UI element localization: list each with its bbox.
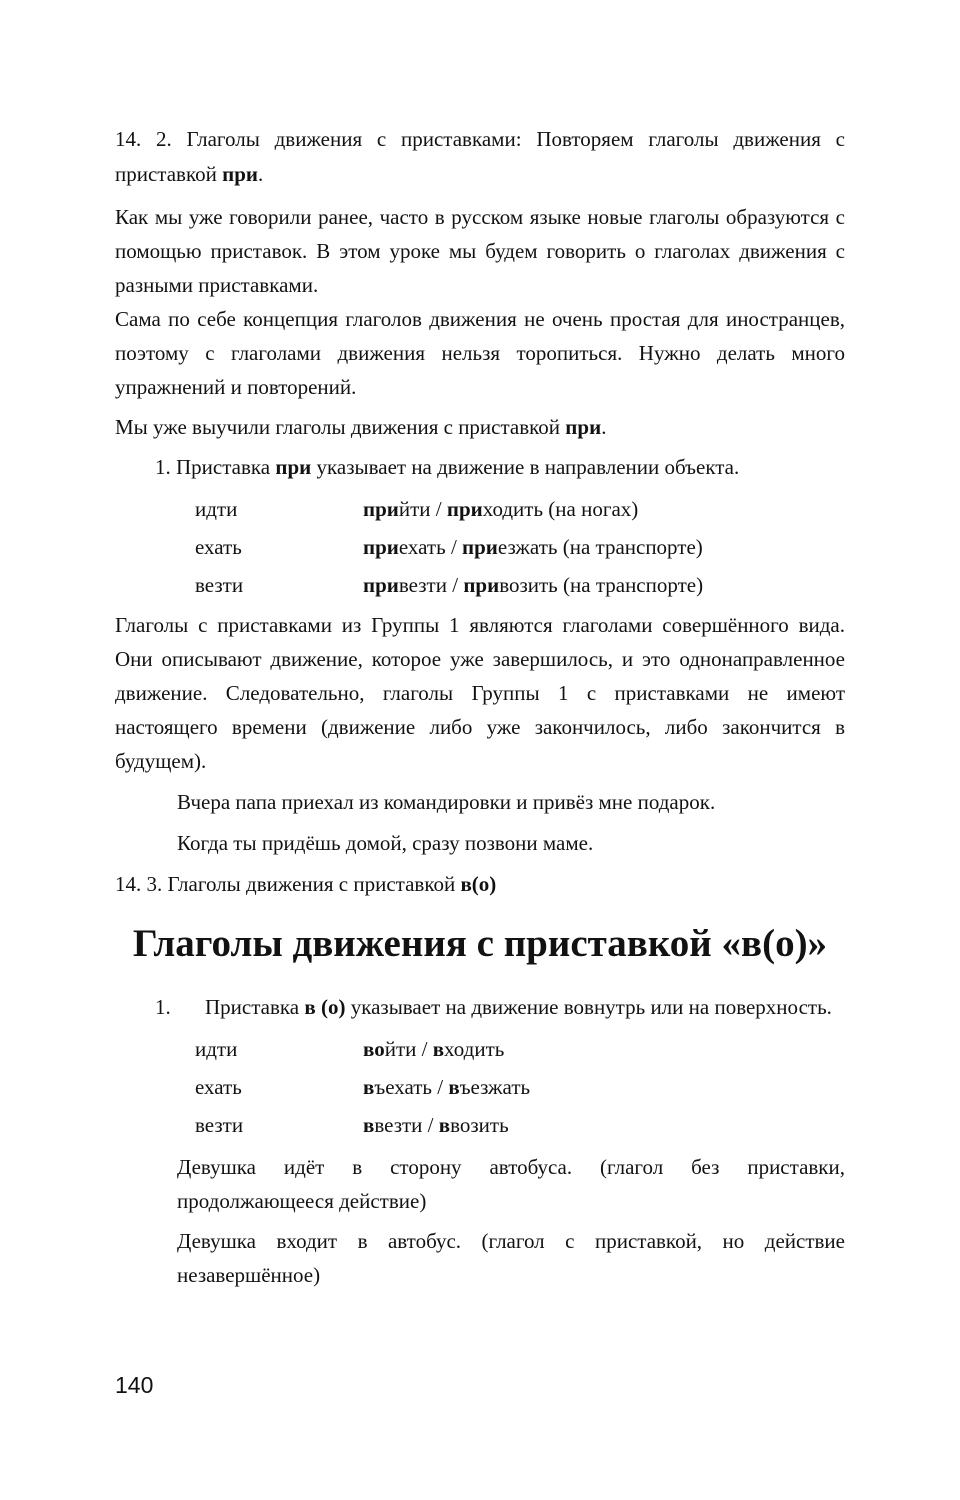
verb-table-row xyxy=(115,566,845,604)
prefix-run: во xyxy=(363,1037,385,1061)
prefixed-forms xyxy=(363,1106,509,1144)
prefix-run: при xyxy=(363,573,399,597)
text-run: Приставка xyxy=(205,995,305,1019)
text-run: ходить xyxy=(444,1037,505,1061)
text-run: ъезжать xyxy=(459,1075,531,1099)
text-run: 14. 2. Глаголы движения с приставками: Повторяем глаголы движения с приставкой xyxy=(115,127,845,186)
text-run: возить (на транспорте) xyxy=(499,573,704,597)
paragraph-intro-2: Сама по себе концепция глаголов движения не очень простая для иностранцев, поэтому с глаголами движения нельзя торопиться. Нужно делать много упражнений и повторений. xyxy=(115,307,845,399)
prefixed-forms xyxy=(363,566,703,604)
section-title-14-3 xyxy=(115,867,845,902)
verb-table-row xyxy=(115,1030,845,1068)
text-run: 14. 3. Глаголы движения с приставкой xyxy=(115,872,461,896)
prefix-run: при xyxy=(363,535,399,559)
text-run: . xyxy=(601,415,607,439)
text-run-bold: при xyxy=(565,415,602,439)
paragraph-intro-1: Как мы уже говорили ранее, часто в русском языке новые глаголы образуются с помощью приставок. В этом уроке мы будем говорить о глаголах движения с разными приставками. xyxy=(115,205,845,297)
prefix-run: при xyxy=(363,497,399,521)
base-verb: везти xyxy=(195,1113,244,1137)
text-run: указывает на движение вовнутрь или на поверхность. xyxy=(345,995,832,1019)
text-run: езжать (на транспорте) xyxy=(497,535,703,559)
prefix-run: в xyxy=(432,1037,445,1061)
verb-table-row xyxy=(115,1068,845,1106)
text-run: 1. Приставка xyxy=(155,455,276,479)
example-sentence: Вчера папа приехал из командировки и привёз мне подарок. xyxy=(177,790,716,814)
prefixed-forms xyxy=(363,490,638,528)
page-content xyxy=(115,122,845,1292)
text-run: везти / xyxy=(398,573,464,597)
text-run: Мы уже выучили глаголы движения с приставкой xyxy=(115,415,566,439)
text-run: йти / xyxy=(384,1037,433,1061)
section-title-14-2 xyxy=(115,122,845,192)
prefixed-forms xyxy=(363,1068,530,1106)
example-sentence: Девушка идёт в сторону автобуса. (глагол без приставки, продолжающееся действие) xyxy=(177,1155,845,1213)
prefix-run: при xyxy=(462,535,498,559)
prefixed-forms xyxy=(363,528,703,566)
text-run-bold: при xyxy=(275,455,312,479)
text-run: указывает на движение в направлении объекта. xyxy=(311,455,740,479)
rule-item-pri xyxy=(115,450,845,484)
paragraph-learned-pri xyxy=(115,410,845,444)
page-number: 140 xyxy=(115,1372,154,1398)
base-verb: идти xyxy=(195,497,238,521)
base-verb: ехать xyxy=(195,535,242,559)
text-run-bold: в(о) xyxy=(460,872,497,896)
prefix-run: при xyxy=(446,497,483,521)
example-sentence: Девушка входит в автобус. (глагол с приставкой, но действие незавершённое) xyxy=(177,1229,845,1287)
text-run-bold: при xyxy=(222,162,258,186)
chapter-heading-vo: Глаголы движения с приставкой «в(о)» xyxy=(132,922,828,965)
base-verb: идти xyxy=(195,1037,238,1061)
prefix-run: в xyxy=(363,1075,375,1099)
prefix-run: при xyxy=(463,573,500,597)
base-verb: ехать xyxy=(195,1075,242,1099)
text-run: ехать / xyxy=(398,535,463,559)
verb-table-row xyxy=(115,490,845,528)
list-number: 1. xyxy=(155,995,171,1019)
prefix-run: в xyxy=(438,1113,451,1137)
text-run: . xyxy=(257,162,264,186)
text-run: ъехать / xyxy=(374,1075,449,1099)
base-verb: везти xyxy=(195,573,244,597)
prefix-run: в xyxy=(448,1075,460,1099)
paragraph-group1-explanation: Глаголы с приставками из Группы 1 являются глаголами совершённого вида. Они описывают движение, которое уже завершилось, и это однонаправленное движение. Следовательно, глаголы Группы 1 с приставками не имеют настоящего времени (движение либо уже закончилось, либо закончится в будущем). xyxy=(115,613,845,773)
rule-item-vo-text xyxy=(205,990,845,1024)
verb-table-row xyxy=(115,1106,845,1144)
prefixed-forms xyxy=(363,1030,504,1068)
example-sentence: Когда ты придёшь домой, сразу позвони маме. xyxy=(177,831,594,855)
verb-table-pri xyxy=(115,490,845,604)
rule-item-vo xyxy=(115,990,845,1024)
text-run-bold: в (о) xyxy=(304,995,346,1019)
text-run: ходить (на ногах) xyxy=(482,497,639,521)
text-run: возить xyxy=(450,1113,509,1137)
prefix-run: в xyxy=(363,1113,375,1137)
text-run: везти / xyxy=(374,1113,439,1137)
verb-table-row xyxy=(115,528,845,566)
text-run: йти / xyxy=(398,497,447,521)
verb-table-vo xyxy=(115,1030,845,1144)
